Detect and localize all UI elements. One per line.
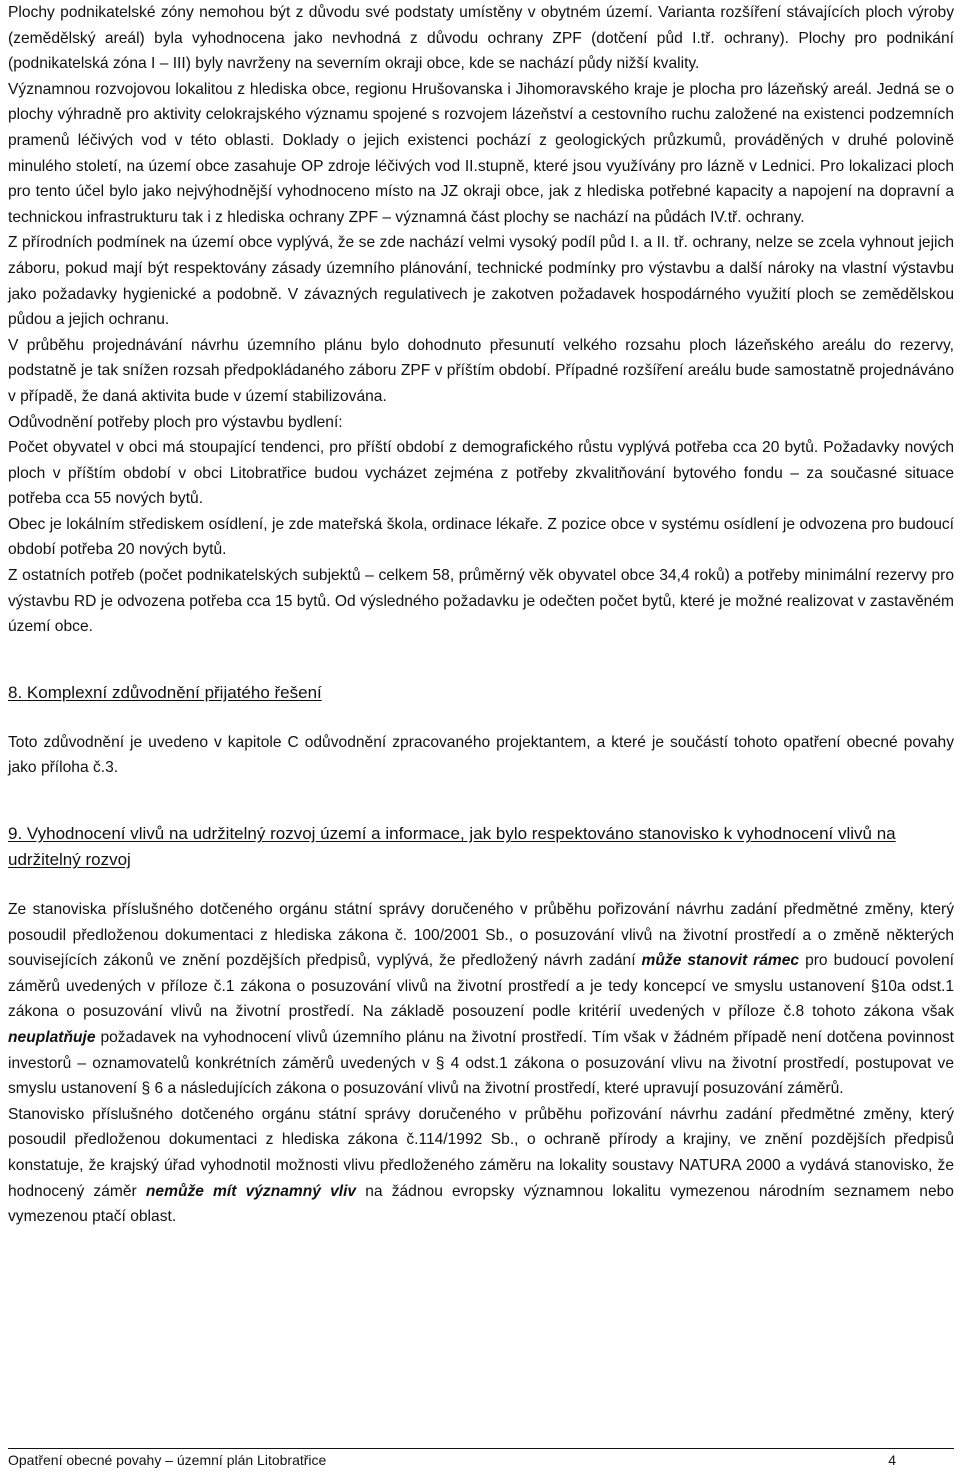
paragraph: Obec je lokálním střediskem osídlení, je zde mateřská škola, ordinace lékaře. Z pozice obce v systému osídlení je odvozena pro budoucí období potřeba 20 nových bytů. xyxy=(8,515,954,559)
section-9-paragraph-1 xyxy=(8,897,954,1102)
footer-title: Opatření obecné povahy – územní plán Litobratřice xyxy=(8,1452,327,1468)
emphasis: může stanovit rámec xyxy=(641,952,800,970)
document-page xyxy=(8,0,954,1230)
text-run: na žádnou evropsky významnou lokalitu vymezenou národním seznamem nebo vymezenou ptačí oblast. xyxy=(8,1182,954,1226)
section-9-paragraph-2 xyxy=(8,1102,954,1230)
page-footer xyxy=(8,1448,954,1471)
text-run: Ze stanoviska příslušného dotčeného orgánu státní správy doručeného v průběhu pořizování návrhu zadání předmětné změny, který posoudil předloženou dokumentaci z hlediska zákona č. 100/2001 Sb., o posuzování vlivů na životní prostředí a o změně některých souvisejících zákonů ve znění pozdějších předpisů, vyplývá, že předložený návrh zadání xyxy=(8,901,954,970)
paragraph: Významnou rozvojovou lokalitou z hlediska obce, regionu Hrušovanska i Jihomoravského kraje je plocha pro lázeňský areál. Jedná se o plochy výhradně pro aktivity celokrajského významu spojené s rozvojem lázeňství a cestovního ruchu založené na existenci podzemních pramenů léčivých vod v této oblasti. Doklady o jejich existenci pochází z geologických průzkumů, prováděných v druhé polovině minulého století, na území obce zasahuje OP zdroje léčivých vod II.stupně, které jsou využívány pro lázně v Lednici. Pro lokalizaci ploch pro tento účel bylo jako nejvýhodnější vyhodnoceno místo na JZ okraji obce, jak z hlediska potřebné kapacity a napojení na dopravní a technickou infrastrukturu tak i z hlediska ochrany ZPF – významná část plochy se nachází na půdách IV.tř. ochrany. xyxy=(8,80,954,226)
text-run: Stanovisko příslušného dotčeného orgánu státní správy doručeného v průběhu pořizování návrhu zadání předmětné změny, který posoudil předloženou dokumentaci z hlediska zákona č.114/1992 Sb., o ochraně přírody a krajiny, ve znění pozdějších předpisů konstatuje, že krajský úřad vyhodnotil možnosti vlivu předloženého záměru na lokality soustavy NATURA 2000 a vydává stanovisko, že hodnocený záměr xyxy=(8,1105,954,1200)
section-8-text: Toto zdůvodnění je uvedeno v kapitole C odůvodnění zpracovaného projektantem, a které je součástí tohoto opatření obecné povahy jako příloha č.3. xyxy=(8,733,954,777)
paragraph: Z ostatních potřeb (počet podnikatelských subjektů – celkem 58, průměrný věk obyvatel obce 34,4 roků) a potřeby minimální rezervy pro výstavbu RD je odvozena potřeba cca 15 bytů. Od výsledného požadavku je odečten počet bytů, které je možné realizovat v zastavěném území obce. xyxy=(8,567,954,636)
section-8-heading: 8. Komplexní zdůvodnění přijatého řešení xyxy=(8,682,322,702)
emphasis: nemůže mít významný vliv xyxy=(145,1182,357,1200)
text-run: pro budoucí povolení záměrů uvedených v příloze č.1 zákona o posuzování vlivů na životní prostředí a je tedy koncepcí ve smyslu ustanovení §10a odst.1 zákona o posuzování vlivů na životní prostředí. Na základě posouzení podle kritérií uvedených v příloze č.8 tohoto zákona však xyxy=(8,952,955,1021)
paragraph: V průběhu projednávání návrhu územního plánu bylo dohodnuto přesunutí velkého rozsahu ploch lázeňského areálu do rezervy, podstatně je tak snížen rozsah předpokládaného záboru ZPF v příštím období. Případné rozšíření areálu bude samostatně projednáváno v případě, že daná aktivita bude v území stabilizována. xyxy=(8,336,954,405)
paragraph: Plochy podnikatelské zóny nemohou být z důvodu své podstaty umístěny v obytném území. Varianta rozšíření stávajících ploch výroby (zemědělský areál) byla vyhodnocena jako nevhodná z důvodu ochrany ZPF (dotčení půd I.tř. ochrany). Plochy pro podnikání (podnikatelská zóna I – III) byly navrženy na severním okraji obce, kde se nachází půdy nižší kvality. xyxy=(8,4,954,73)
emphasis: neuplatňuje xyxy=(8,1029,96,1046)
paragraph: Z přírodních podmínek na území obce vyplývá, že se zde nachází velmi vysoký podíl půd I. a II. tř. ochrany, nelze se zcela vyhnout jejich záboru, pokud mají být respektovány zásady územního plánování, technické podmínky pro výstavbu a další nároky na vlastní výstavbu jako požadavky hygienické a podobně. V závazných regulativech je zakotven požadavek hospodárného využití ploch se zemědělskou půdou a jejich ochranu. xyxy=(8,234,954,329)
section-9-heading: 9. Vyhodnocení vlivů na udržitelný rozvoj území a informace, jak bylo respektováno stanovisko k vyhodnocení vlivů na udržitelný rozvoj xyxy=(8,824,896,870)
text-run: požadavek na vyhodnocení vlivů územního plánu na životní prostředí. Tím však v žádném případě není dotčena povinnost investorů – oznamovatelů konkrétních záměrů uvedených v § 4 odst.1 zákona o posuzování vlivu na životní prostředí, postupovat ve smyslu ustanovení § 6 a následujících zákona o posuzování vlivů na životní prostředí, které upravují posuzování záměrů. xyxy=(8,1029,954,1098)
paragraph: Počet obyvatel v obci má stoupající tendenci, pro příští období z demografického růstu vyplývá potřeba cca 20 bytů. Požadavky nových ploch v příštím období v obci Litobratřice budou vycházet zejména z potřeby zkvalitňování bytového fondu – za současné situace potřeba cca 55 nových bytů. xyxy=(8,439,954,508)
subheading: Odůvodnění potřeby ploch pro výstavbu bydlení: xyxy=(8,413,343,431)
page-number: 4 xyxy=(888,1452,896,1468)
